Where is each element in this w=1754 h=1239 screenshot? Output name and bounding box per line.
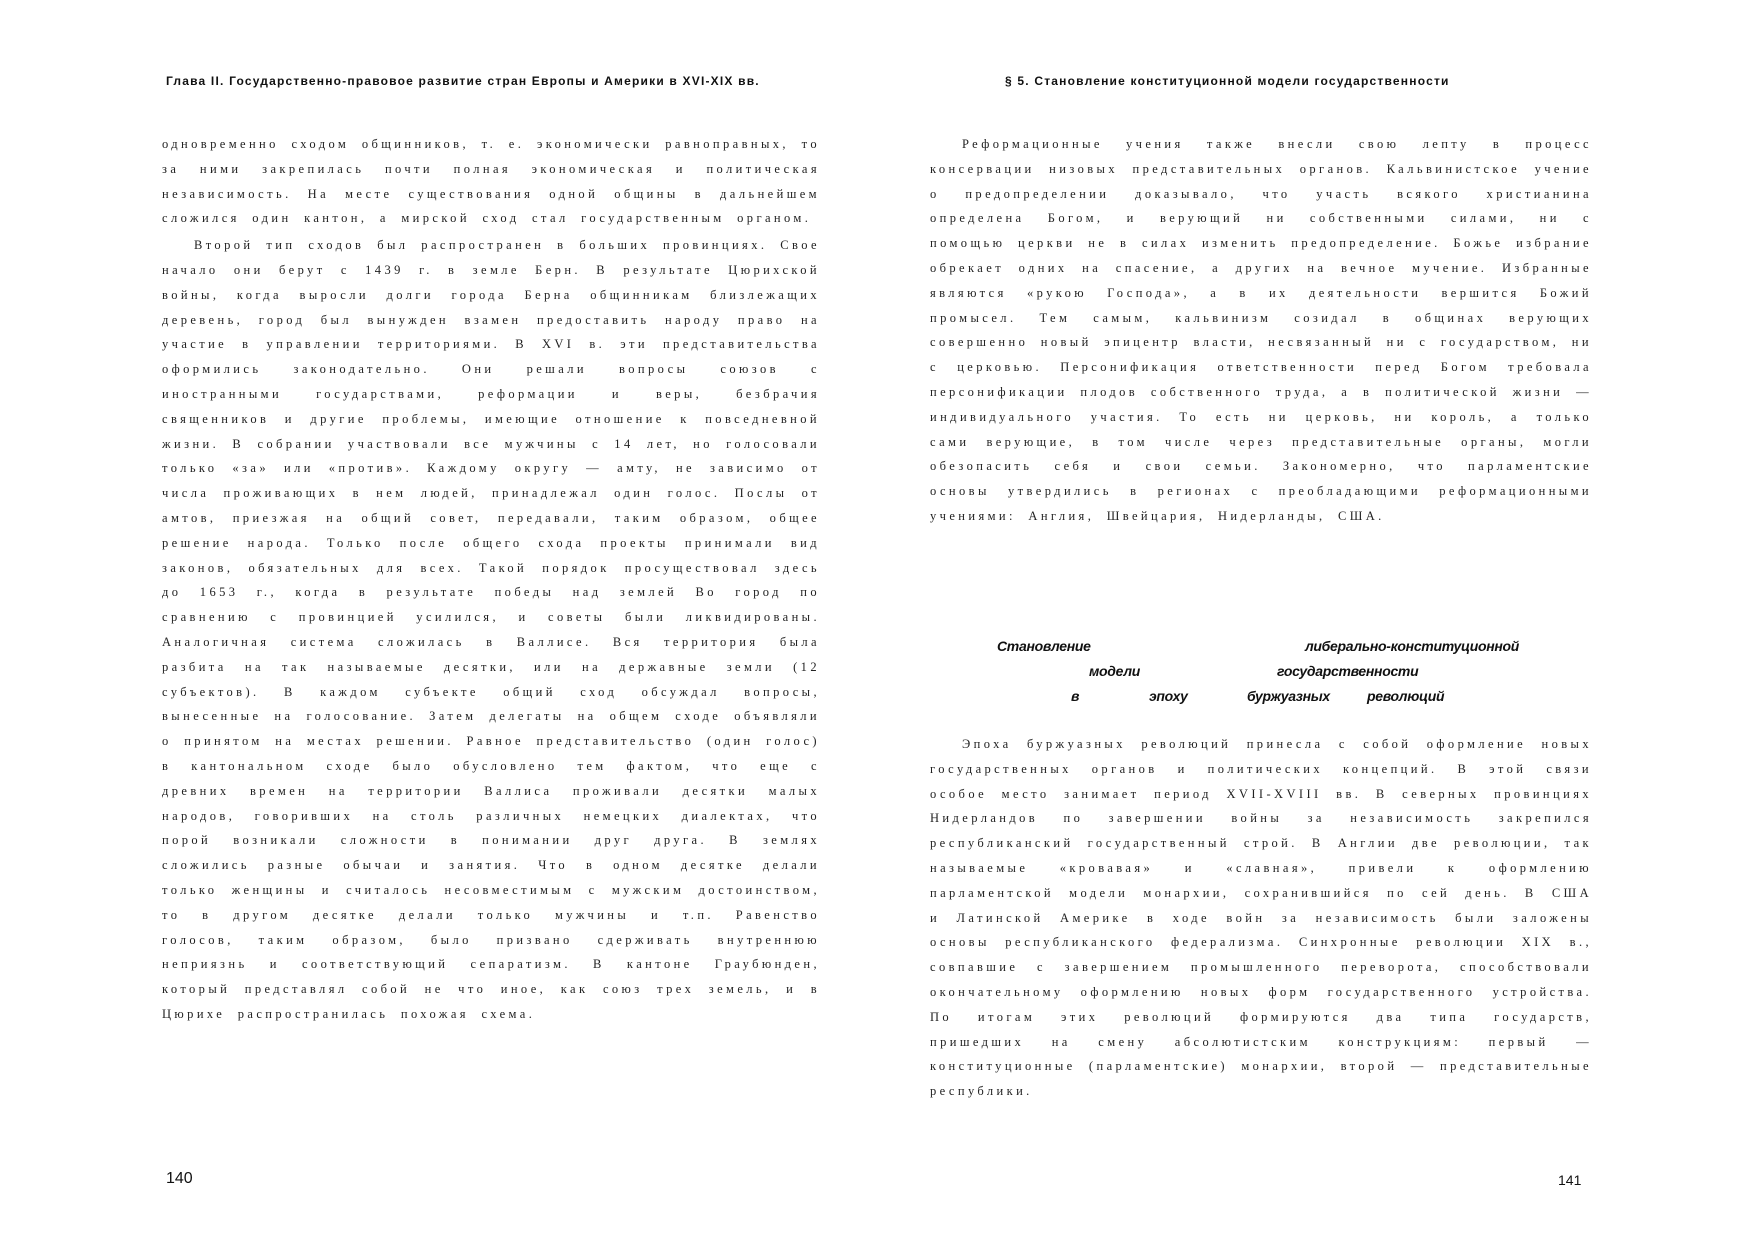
paragraph: Эпоха буржуазных революций принесла с собой оформление новых государственных органов и политических концепций. В этой связи особое место занимает период XVII-XVIII вв. В северных провинциях Нидерландов по завершении войны за независимость закрепился республиканский государственный строй. В Англии две революции, так называемые «кровавая» и «славная», привели к оформлению парламентской модели монархии, сохранившийся по сей день. В США и Латинской Америке в ходе войн за независимость были заложены основы республиканского федерализма. Синхронные революции XIX в., совпавшие с завершением промышленного переворота, способствовали окончательному оформлению новых форм государственного устройства. По итогам этих революций формируются два типа государств, пришедших на смену абсолютистским конструкциям: первый — конституционные (парламентские) монархии, второй — представительные республики. xyxy=(930,737,1592,1099)
title-word: модели xyxy=(1089,663,1140,679)
paragraph: Второй тип сходов был распространен в больших провинциях. Свое начало они берут с 1439 г. в земле Берн. В результате Цюрихской войны, когда выросли долги города Берна общинникам близлежащих деревень, город был вынужден взамен предоставить народу право на участие в управлении территориями. В XVI в. эти представительства оформились законодательно. Они решали вопросы союзов с иностранными государствами, реформации и веры, безбрачия священников и другие проблемы, имеющие отношение к повседневной жизни. В собрании участвовали все мужчины с 14 лет, но голосовали только «за» или «против». Каждому округу — амту, не зависимо от числа проживающих в нем людей, принадлежал один голос. Послы от амтов, приезжая на общий совет, передавали, таким образом, общее решение народа. Только после общего схода проекты принимали вид законов, обязательных для всех. Такой порядок просуществовал здесь до 1653 г., когда в результате победы над землей Во город по сравнению с провинцией усилился, и советы были ликвидированы. Аналогичная система сложилась в Валлисе. Вся территория была разбита на так называемые десятки, или на державные земли (12 субъектов). В каждом субъекте общий сход обсуждал вопросы, вынесенные на голосование. Затем делегаты на общем сходе объявляли о принятом на местах решении. Равное представительство (один голос) в кантональном сходе было обусловлено тем фактом, что еще с древних времен на территории Валлиса проживали десятки малых народов, говоривших на столь различных немецких диалектах, что порой возникали сложности в понимании друг друга. В землях сложились разные обычаи и занятия. Что в одном десятке делали только женщины и считалось несовместимым с мужским достоинством, то в другом десятке делали только мужчины и т.п. Равенство голосов, таким образом, было призвано сдерживать внутреннюю неприязнь и соответствующий сепаратизм. В кантоне Граубюнден, который представлял собой не что иное, как союз трех земель, и в Цюрихе распространилась похожая схема. xyxy=(162,238,820,1021)
title-line-1 xyxy=(997,634,1520,659)
page-number: 140 xyxy=(166,1170,193,1187)
body-text-after-title xyxy=(930,732,1592,1104)
title-word: государственности xyxy=(1277,663,1419,679)
paragraph: одновременно сходом общинников, т. е. экономически равноправных, то за ними закрепилась почти полная экономическая и политическая независимость. На месте существования одной общины в дальнейшем сложился один кантон, а мирской сход стал государственным органом. xyxy=(162,137,820,226)
title-word: революций xyxy=(1367,688,1445,704)
subsection-title xyxy=(997,634,1520,709)
title-line-3 xyxy=(997,684,1517,709)
running-head-section: § 5. Становление конституционной модели государственности xyxy=(1005,74,1450,88)
title-word: буржуазных xyxy=(1247,688,1330,704)
page-number: 141 xyxy=(1558,1172,1582,1188)
right-page xyxy=(877,0,1754,1239)
title-word: в xyxy=(1071,688,1080,704)
title-word: либерально-конституционной xyxy=(1305,638,1520,654)
running-head-chapter: Глава II. Государственно-правовое развитие стран Европы и Америки в XVI-XIX вв. xyxy=(166,74,760,88)
title-line-2 xyxy=(997,659,1517,684)
body-text xyxy=(930,132,1592,529)
paragraph: Реформационные учения также внесли свою лепту в процесс консервации низовых представительных органов. Кальвинистское учение о предопределении доказывало, что участь всякого христианина определена Богом, и верующий ни собственными силами, ни с помощью церкви не в силах изменить предопределение. Божье избрание обрекает одних на спасение, а других на вечное мучение. Избранные являются «рукою Господа», а в их деятельности вершится Божий промысел. Тем самым, кальвинизм созидал в общинах верующих совершенно новый эпицентр власти, несвязанный ни с государством, ни с церковью. Персонификация ответственности перед Богом требовала персонификации плодов собственного труда, а в политической жизни — индивидуального участия. То есть ни церковь, ни король, а только сами верующие, в том числе через представительные органы, могли обезопасить себя и свои семьи. Закономерно, что парламентские основы утвердились в регионах с преобладающими реформационными учениями: Англия, Швейцария, Нидерланды, США. xyxy=(930,137,1592,523)
title-word: эпоху xyxy=(1149,688,1188,704)
body-text xyxy=(162,132,820,1027)
title-word: Становление xyxy=(997,638,1091,654)
